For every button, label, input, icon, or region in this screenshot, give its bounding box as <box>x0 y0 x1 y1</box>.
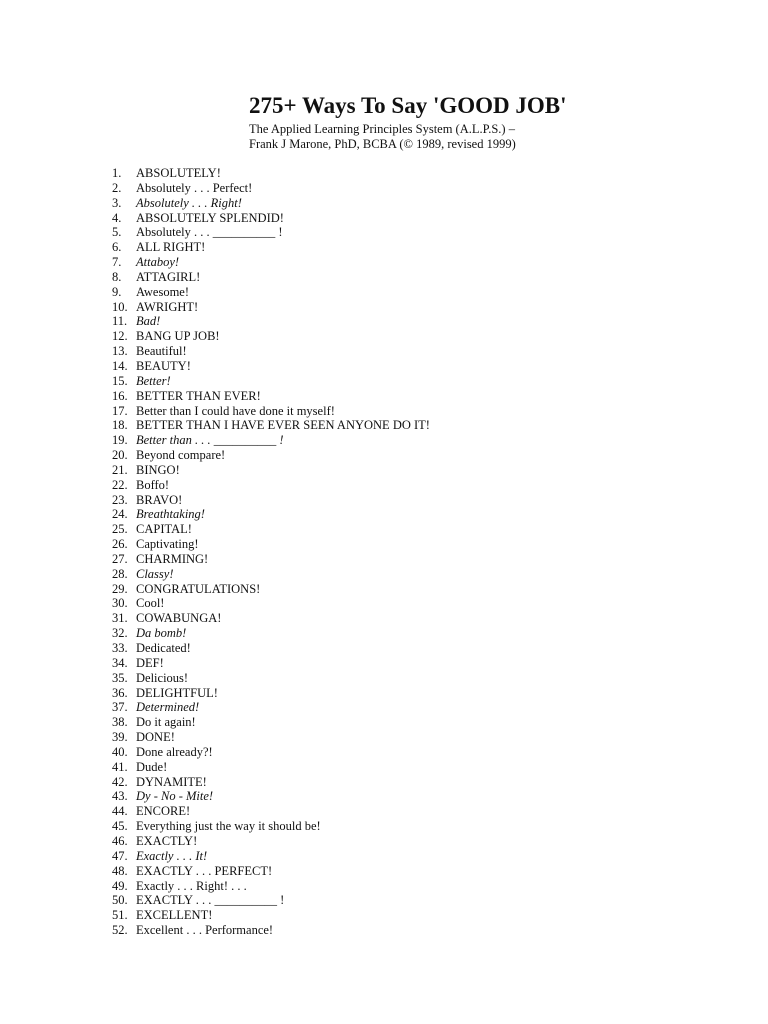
list-item-text: BEAUTY! <box>136 358 191 373</box>
list-item-text: EXACTLY . . . __________ ! <box>136 893 285 908</box>
list-item-text: Done already?! <box>136 744 213 759</box>
list-item-text: Boffo! <box>136 477 170 492</box>
list-item-number: 42. <box>112 774 128 789</box>
list-item-number: 3. <box>112 195 122 210</box>
list-item-number: 11. <box>112 314 128 329</box>
list-item-text: Bad! <box>136 314 161 329</box>
list-item-text: Better! <box>136 373 171 388</box>
list-item-number: 17. <box>112 403 128 418</box>
list-item-text: Exactly . . . Right! . . . <box>136 878 247 893</box>
list-item-text: BETTER THAN I HAVE EVER SEEN ANYONE DO IT! <box>136 418 430 433</box>
list-item-number: 12. <box>112 329 128 344</box>
list-item-number: 41. <box>112 759 128 774</box>
list-item-text: Absolutely . . . Right! <box>136 195 242 210</box>
list-item-number: 20. <box>112 448 128 463</box>
list-item-number: 43. <box>112 789 128 804</box>
list-item-text: DELIGHTFUL! <box>136 685 218 700</box>
list-item-text: Dedicated! <box>136 641 191 655</box>
list-item-text: Do it again! <box>136 715 196 730</box>
list-item-text: Determined! <box>136 700 200 715</box>
list-item-number: 6. <box>112 240 122 255</box>
list-item-text: Delicious! <box>136 670 189 685</box>
list-item-text: ABSOLUTELY SPLENDID! <box>136 210 284 225</box>
list-item-text: Beautiful! <box>136 344 187 359</box>
list-item-text: ALL RIGHT! <box>136 240 206 255</box>
list-item-number: 5. <box>112 225 122 240</box>
list-item-text: DONE! <box>136 730 175 745</box>
list-item-text: Dude! <box>136 759 168 774</box>
list-item-text: Excellent . . . Performance! <box>136 923 274 938</box>
subtitle-line-2: Frank J Marone, PhD, BCBA (© 1989, revised 1999) <box>249 136 516 151</box>
list-item-text: DEF! <box>136 655 164 670</box>
list-item-text: Absolutely . . . __________ ! <box>136 225 283 240</box>
list-item-text: EXCELLENT! <box>136 908 213 923</box>
list-item-text: ATTAGIRL! <box>136 269 201 284</box>
list-item-number: 52. <box>112 923 128 938</box>
list-item-number: 9. <box>112 284 122 299</box>
document-subtitle <box>249 122 516 151</box>
list-item-text: Beyond compare! <box>136 448 226 463</box>
list-item-number: 15. <box>112 373 128 388</box>
list-item-text: Dy - No - Mite! <box>136 789 214 804</box>
list-item-text: Da bomb! <box>136 626 187 641</box>
list-item-text: Captivating! <box>136 537 199 552</box>
subtitle-line-1: The Applied Learning Principles System (A.L.P.S.) – <box>249 122 515 136</box>
list-item-number: 29. <box>112 581 128 596</box>
list-item-text: BINGO! <box>136 462 180 477</box>
list-item-number: 50. <box>112 893 128 908</box>
list-item-number: 30. <box>112 596 128 611</box>
list-item-number: 26. <box>112 537 128 552</box>
list-item-number: 7. <box>112 255 122 270</box>
list-item-number: 18. <box>112 418 128 433</box>
list-item-text: ENCORE! <box>136 804 191 819</box>
list-item-number: 1. <box>112 166 122 180</box>
list-item-text: Exactly . . . It! <box>136 848 208 863</box>
list-item-text: Breathtaking! <box>136 507 205 522</box>
list-item-text: DYNAMITE! <box>136 774 207 789</box>
list-item-text: Awesome! <box>136 284 190 299</box>
list-item-number: 35. <box>112 670 128 685</box>
list-item-number: 10. <box>112 299 128 314</box>
list-item-number: 28. <box>112 566 128 581</box>
list-item-text: Everything just the way it should be! <box>136 819 321 834</box>
list-item-number: 47. <box>112 848 128 863</box>
list-item-text: CONGRATULATIONS! <box>136 581 261 596</box>
list-item-text: Attaboy! <box>136 255 180 270</box>
list-item-number: 49. <box>112 878 128 893</box>
list-item-number: 37. <box>112 700 128 715</box>
page-title: 275+ Ways To Say 'GOOD JOB' <box>249 93 567 118</box>
list-item-number: 14. <box>112 358 128 373</box>
list-item-text: ABSOLUTELY! <box>136 166 221 180</box>
list-item-number: 38. <box>112 715 128 730</box>
list-item-number: 40. <box>112 744 128 759</box>
list-item-text: Absolutely . . . Perfect! <box>136 180 253 195</box>
list-item-number: 8. <box>112 269 122 284</box>
list-item-number: 21. <box>112 462 128 477</box>
list-item-number: 45. <box>112 819 128 834</box>
list-item-text: BANG UP JOB! <box>136 329 220 344</box>
list-item-text: Cool! <box>136 596 165 611</box>
list-item-number: 46. <box>112 833 128 848</box>
list-item-number: 4. <box>112 210 122 225</box>
list-item-text: AWRIGHT! <box>136 299 199 314</box>
list-item-number: 48. <box>112 863 128 878</box>
list-item-number: 22. <box>112 477 128 492</box>
list-item-number: 31. <box>112 611 128 626</box>
list-item-number: 13. <box>112 344 128 359</box>
list-item-number: 19. <box>112 433 128 448</box>
list-item-number: 34. <box>112 655 128 670</box>
list-item-text: BETTER THAN EVER! <box>136 388 261 403</box>
list-item-number: 16. <box>112 388 128 403</box>
list-item-number: 51. <box>112 908 128 923</box>
list-item-text: CAPITAL! <box>136 522 192 537</box>
list-item-text: BRAVO! <box>136 492 183 507</box>
list-item-number: 24. <box>112 507 128 522</box>
list-item-text: EXACTLY . . . PERFECT! <box>136 863 273 878</box>
list-item-number: 36. <box>112 685 128 700</box>
list-item-number: 23. <box>112 492 128 507</box>
list-item-text: CHARMING! <box>136 551 209 566</box>
list-item-text: Classy! <box>136 566 174 581</box>
list-item-number: 44. <box>112 804 128 819</box>
list-item-number: 2. <box>112 180 122 195</box>
list-item-number: 33. <box>112 641 128 655</box>
list-item-number: 39. <box>112 730 128 745</box>
list-item-text: COWABUNGA! <box>136 611 222 626</box>
list-item-number: 25. <box>112 522 128 537</box>
list-item-number: 27. <box>112 551 128 566</box>
list-item-text: Better than I could have done it myself! <box>136 403 335 418</box>
list-item-number: 32. <box>112 626 128 641</box>
list-item-text: EXACTLY! <box>136 833 198 848</box>
list-item-text: Better than . . . __________ ! <box>136 433 284 448</box>
